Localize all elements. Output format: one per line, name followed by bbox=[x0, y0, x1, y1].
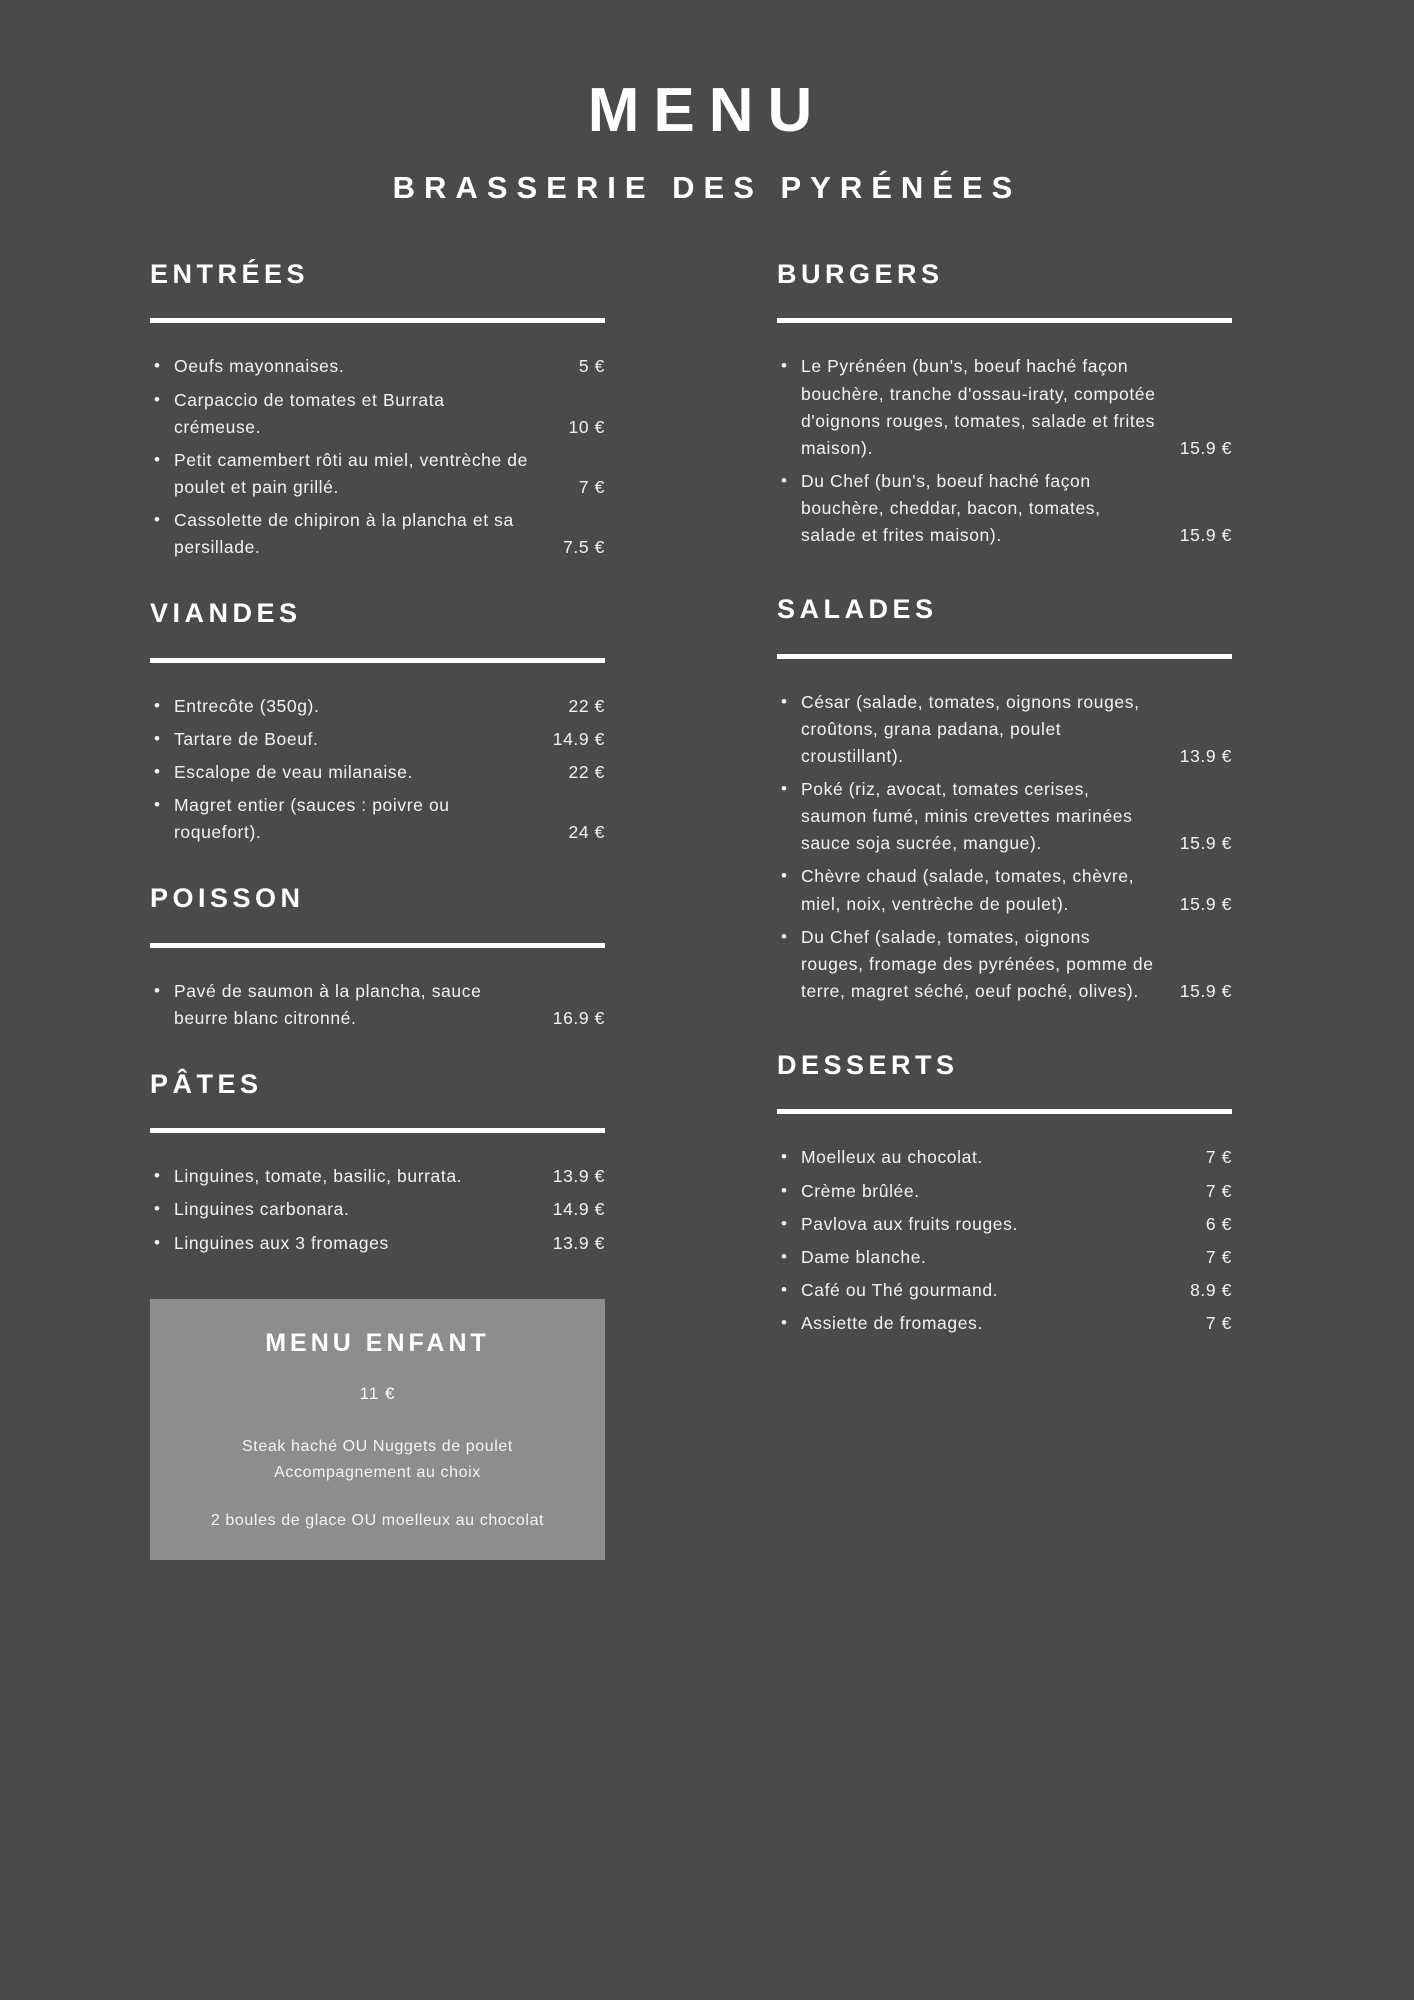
spacer bbox=[150, 1038, 605, 1068]
item-price: 7 € bbox=[1205, 1180, 1232, 1201]
item-price: 16.9 € bbox=[552, 1007, 605, 1028]
item-list-desserts bbox=[777, 1144, 1232, 1337]
item-price: 14.9 € bbox=[552, 728, 605, 749]
list-item bbox=[150, 507, 605, 561]
item-price: 24 € bbox=[568, 822, 605, 843]
section-title-entrees: ENTRÉES bbox=[150, 259, 310, 289]
section-divider bbox=[150, 1128, 605, 1133]
section-divider bbox=[150, 943, 605, 948]
kids-menu-box bbox=[150, 1299, 605, 1560]
item-price: 7 € bbox=[1205, 1147, 1232, 1168]
list-item bbox=[150, 353, 605, 380]
list-item bbox=[777, 689, 1232, 770]
item-price: 14.9 € bbox=[552, 1199, 605, 1220]
section-title-viandes: VIANDES bbox=[150, 598, 302, 629]
section-divider bbox=[777, 318, 1232, 323]
item-price: 15.9 € bbox=[1179, 833, 1232, 854]
item-price: 15.9 € bbox=[1179, 893, 1232, 914]
left-column bbox=[150, 258, 605, 1560]
list-item bbox=[150, 387, 605, 441]
spacer bbox=[150, 852, 605, 882]
item-price: 8.9 € bbox=[1190, 1279, 1232, 1300]
section-desserts bbox=[777, 1049, 1232, 1337]
item-price: 13.9 € bbox=[1179, 745, 1232, 766]
item-price: 6 € bbox=[1205, 1213, 1232, 1234]
item-price: 13.9 € bbox=[552, 1232, 605, 1253]
list-item bbox=[777, 1244, 1232, 1271]
item-list-poisson bbox=[150, 978, 605, 1032]
item-name: • Petit camembert rôti au miel, ventrèche de poulet et pain grillé. bbox=[174, 449, 528, 497]
item-price: 5 € bbox=[578, 356, 605, 377]
section-divider bbox=[777, 1109, 1232, 1114]
item-name: • Crème brûlée. bbox=[801, 1180, 920, 1201]
kids-menu-line-3: 2 boules de glace OU moelleux au chocolat bbox=[210, 1511, 545, 1529]
section-divider bbox=[150, 658, 605, 663]
item-name: • Oeufs mayonnaises. bbox=[174, 356, 345, 377]
item-list-salades bbox=[777, 689, 1232, 1005]
section-title-salades: SALADES bbox=[777, 594, 938, 625]
spacer bbox=[777, 555, 1232, 593]
item-price: 13.9 € bbox=[552, 1166, 605, 1187]
item-name: • Moelleux au chocolat. bbox=[801, 1147, 983, 1168]
item-list-burgers bbox=[777, 353, 1232, 549]
list-item bbox=[150, 1163, 605, 1190]
item-price: 7.5 € bbox=[563, 537, 605, 558]
list-item bbox=[777, 1211, 1232, 1238]
spacer bbox=[150, 567, 605, 597]
list-item bbox=[150, 978, 605, 1032]
kids-menu-line-1: Steak haché OU Nuggets de poulet bbox=[242, 1437, 513, 1455]
section-viandes bbox=[150, 597, 605, 846]
item-name: • Carpaccio de tomates et Burrata crémeuse. bbox=[174, 389, 445, 437]
item-name: • Linguines carbonara. bbox=[174, 1199, 350, 1220]
list-item bbox=[777, 924, 1232, 1005]
section-salades bbox=[777, 593, 1232, 1005]
menu-columns bbox=[150, 258, 1264, 1560]
item-name: • Assiette de fromages. bbox=[801, 1313, 983, 1334]
list-item bbox=[150, 447, 605, 501]
list-item bbox=[777, 863, 1232, 917]
list-item bbox=[150, 792, 605, 846]
item-price: 7 € bbox=[1205, 1246, 1232, 1267]
kids-menu-price: 11 € bbox=[359, 1383, 396, 1403]
item-price: 15.9 € bbox=[1179, 437, 1232, 458]
item-price: 7 € bbox=[578, 476, 605, 497]
restaurant-name: BRASSERIE DES PYRÉNÉES bbox=[392, 170, 1022, 205]
list-item bbox=[150, 759, 605, 786]
item-name: • Dame blanche. bbox=[801, 1246, 927, 1267]
section-burgers bbox=[777, 258, 1232, 549]
section-title-poisson: POISSON bbox=[150, 883, 305, 914]
item-price: 22 € bbox=[568, 695, 605, 716]
list-item bbox=[150, 1230, 605, 1257]
list-item bbox=[777, 468, 1232, 549]
page-title: MENU bbox=[587, 76, 827, 145]
section-entrees bbox=[150, 258, 605, 561]
list-item bbox=[777, 353, 1232, 462]
item-price: 7 € bbox=[1205, 1313, 1232, 1334]
list-item bbox=[777, 776, 1232, 857]
item-name: • Le Pyrénéen (bun's, boeuf haché façon bouchère, tranche d'ossau-iraty, compotée d'oignons rouges, tomates, salade et frites maison). bbox=[801, 356, 1156, 458]
kids-menu-line-2: Accompagnement au choix bbox=[274, 1463, 481, 1481]
section-title-burgers: BURGERS bbox=[777, 259, 944, 289]
section-title-desserts: DESSERTS bbox=[777, 1050, 959, 1081]
list-item bbox=[777, 1277, 1232, 1304]
item-name: • Café ou Thé gourmand. bbox=[801, 1279, 999, 1300]
item-name: • Chèvre chaud (salade, tomates, chèvre, miel, noix, ventrèche de poulet). bbox=[801, 866, 1135, 914]
item-name: • Du Chef (salade, tomates, oignons rouges, fromage des pyrénées, pomme de terre, magret séché, oeuf poché, olives). bbox=[801, 926, 1154, 1001]
item-name: • César (salade, tomates, oignons rouges, croûtons, grana padana, poulet croustillant). bbox=[801, 691, 1140, 766]
list-item bbox=[150, 1196, 605, 1223]
item-name: • Magret entier (sauces : poivre ou roquefort). bbox=[174, 795, 450, 843]
item-list-pates bbox=[150, 1163, 605, 1256]
item-name: • Pavlova aux fruits rouges. bbox=[801, 1213, 1018, 1234]
section-poisson bbox=[150, 882, 605, 1032]
section-divider bbox=[150, 318, 605, 323]
item-name: • Poké (riz, avocat, tomates cerises, saumon fumé, minis crevettes marinées sauce soja sucrée, mangue). bbox=[801, 779, 1133, 854]
item-price: 15.9 € bbox=[1179, 525, 1232, 546]
item-name: • Cassolette de chipiron à la plancha et sa persillade. bbox=[174, 510, 514, 558]
section-pates bbox=[150, 1068, 605, 1257]
section-divider bbox=[777, 654, 1232, 659]
spacer bbox=[777, 1011, 1232, 1049]
item-name: • Linguines, tomate, basilic, burrata. bbox=[174, 1166, 463, 1187]
list-item bbox=[777, 1178, 1232, 1205]
item-name: • Escalope de veau milanaise. bbox=[174, 761, 413, 782]
list-item bbox=[777, 1144, 1232, 1171]
list-item bbox=[150, 693, 605, 720]
list-item bbox=[150, 726, 605, 753]
item-list-entrees bbox=[150, 353, 605, 561]
item-name: • Entrecôte (350g). bbox=[174, 695, 320, 716]
right-column bbox=[777, 258, 1232, 1560]
item-name: • Du Chef (bun's, boeuf haché façon bouchère, cheddar, bacon, tomates, salade et frites maison). bbox=[801, 470, 1101, 546]
item-name: • Pavé de saumon à la plancha, sauce beurre blanc citronné. bbox=[174, 980, 482, 1028]
item-price: 10 € bbox=[568, 416, 605, 437]
item-price: 15.9 € bbox=[1179, 980, 1232, 1001]
item-name: • Tartare de Boeuf. bbox=[174, 728, 319, 749]
item-price: 22 € bbox=[568, 761, 605, 782]
kids-menu-title: MENU ENFANT bbox=[265, 1328, 490, 1357]
item-name: • Linguines aux 3 fromages bbox=[174, 1232, 389, 1253]
section-title-pates: PÂTES bbox=[150, 1068, 263, 1099]
list-item bbox=[777, 1310, 1232, 1337]
item-list-viandes bbox=[150, 693, 605, 847]
